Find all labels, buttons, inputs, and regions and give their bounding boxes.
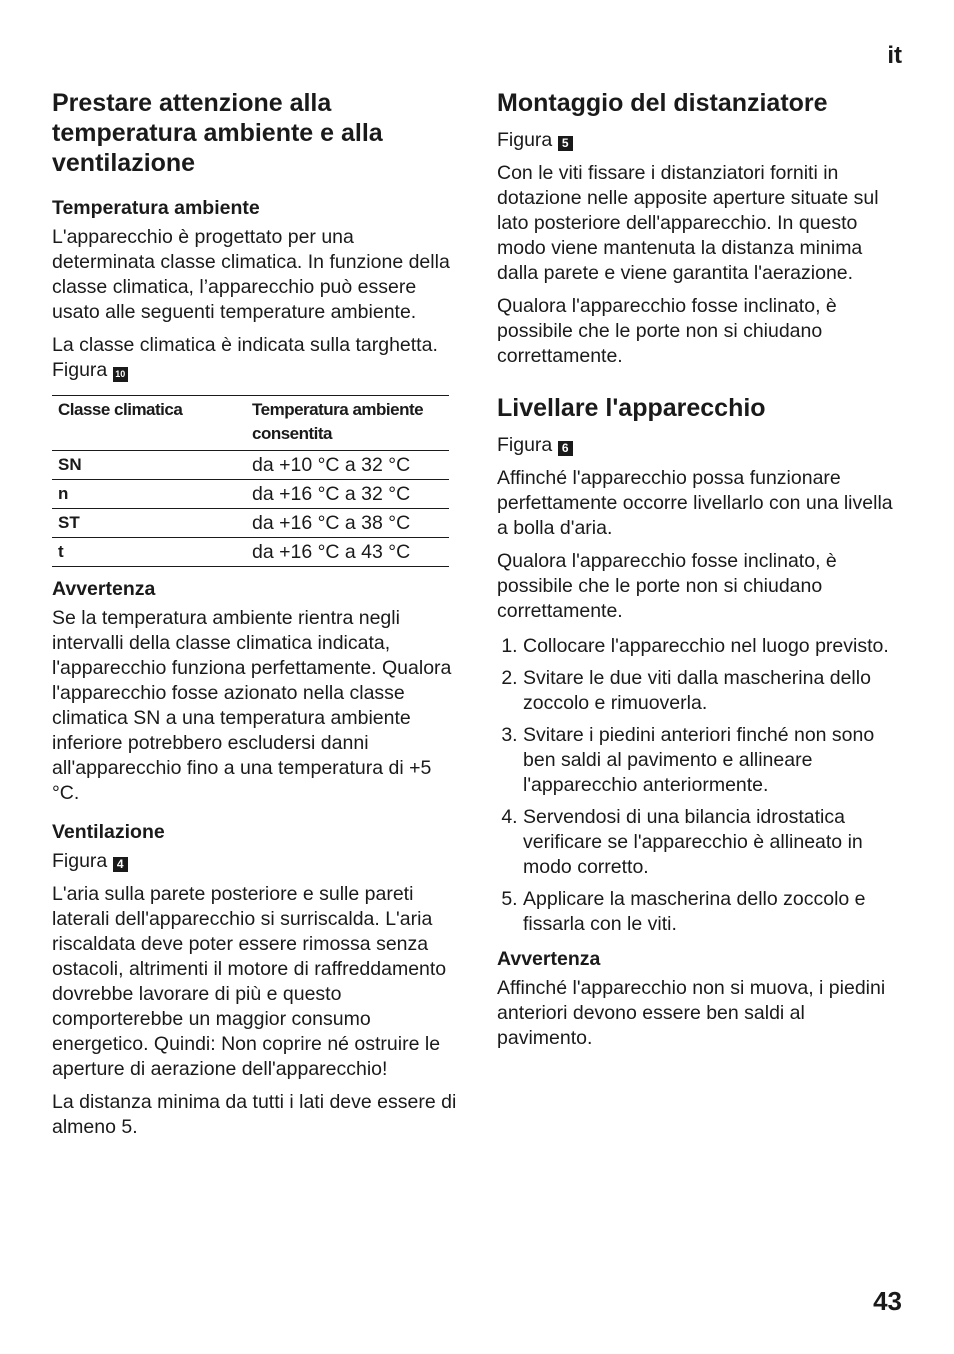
list-item: 1. Collocare l'apparecchio nel luogo previsto. [523, 634, 902, 659]
temperature-range-cell: da +16 °C a 32 °C [246, 480, 449, 509]
figure-label: Figura [52, 850, 108, 872]
climate-class-paragraph [52, 333, 457, 383]
climate-class-table [52, 395, 449, 567]
climate-class-cell: n [52, 480, 246, 509]
right-column [497, 88, 902, 1059]
ventilation-figure-ref [52, 849, 457, 874]
table-row [52, 538, 449, 567]
table-row [52, 480, 449, 509]
page-number: 43 [873, 1286, 902, 1316]
list-item: 4. Servendosi di una bilancia idrostatica verificare se l'apparecchio è allineato in modo corretto. [523, 805, 902, 880]
figure-label: Figura [497, 129, 553, 151]
figure-badge-4: 4 [113, 857, 128, 872]
list-item: 5. Applicare la mascherina dello zoccolo e fissarla con le viti. [523, 887, 902, 937]
figure-badge-6: 6 [558, 441, 573, 456]
figure-label: Figura [497, 434, 553, 456]
leveling-paragraph: Affinché l'apparecchio possa funzionare perfettamente occorre livellarlo con una livella a bolla d'aria. [497, 467, 893, 539]
table-header-class: Classe climatica [52, 396, 246, 451]
section-title-leveling: Livellare l'apparecchio [497, 394, 766, 422]
climate-class-cell: SN [52, 451, 246, 480]
table-header-temperature: Temperatura ambiente consentita [246, 396, 449, 451]
ambient-temperature-paragraph: L'apparecchio è progettato per una determinata classe climatica. In funzione della classe climatica, l’apparecchio può essere usato alle seguenti temperature ambiente. [52, 226, 450, 323]
warning-paragraph: Se la temperatura ambiente rientra negli intervalli della classe climatica indicata, l'apparecchio funziona perfettamente. Qualora l'apparecchio fosse azionato nella classe climatica SN a una temperatura ambiente inferiore potrebbero escludersi danni all'apparecchio fino a una temperatura di +5 °C. [52, 607, 452, 804]
table-row [52, 451, 449, 480]
table-row [52, 509, 449, 538]
leveling-tilt-paragraph: Qualora l'apparecchio fosse inclinato, è possibile che le porte non si chiudano correttamente. [497, 550, 837, 622]
temperature-range-cell: da +10 °C a 32 °C [246, 451, 449, 480]
section-title-spacer-mounting: Montaggio del distanziatore [497, 89, 828, 117]
list-item: 2. Svitare le due viti dalla mascherina dello zoccolo e rimuoverla. [523, 666, 902, 716]
warning-paragraph: Affinché l'apparecchio non si muova, i piedini anteriori devono essere ben saldi al pavimento. [497, 977, 886, 1049]
mounting-paragraph: Con le viti fissare i distanziatori forniti in dotazione nelle apposite aperture situate sul lato posteriore dell'apparecchio. In questo modo viene mantenuta la distanza minima dalla parete e viene garantita l'aerazione. [497, 162, 879, 284]
section-title-temperature-ventilation: Prestare attenzione alla temperatura ambiente e alla ventilazione [52, 89, 383, 177]
mounting-figure-ref [497, 128, 902, 153]
leveling-steps [497, 634, 902, 937]
leveling-figure-ref [497, 433, 902, 458]
figure-badge-10: 10 [113, 367, 128, 382]
ventilation-paragraph: L'aria sulla parete posteriore e sulle pareti laterali dell'apparecchio si surriscalda. L'aria riscaldata deve poter essere rimossa senza ostacoli, altrimenti il motore di raffreddamento dovrebbe lavorare di più e questo comporterebbe un maggior consumo energetico. Quindi: Non coprire né ostruire le aperture di aerazione dell'apparecchio! [52, 883, 447, 1080]
mounting-tilt-paragraph: Qualora l'apparecchio fosse inclinato, è possibile che le porte non si chiudano correttamente. [497, 295, 837, 367]
climate-class-cell: ST [52, 509, 246, 538]
minimum-distance-paragraph: La distanza minima da tutti i lati deve essere di almeno 5. [52, 1091, 457, 1138]
language-code: it [887, 42, 902, 69]
list-item: 3. Svitare i piedini anteriori finché non sono ben saldi al pavimento e allineare l'apparecchio anteriormente. [523, 723, 902, 798]
climate-class-cell: t [52, 538, 246, 567]
warning-heading: Avvertenza [497, 948, 601, 970]
climate-class-text: La classe climatica è indicata sulla targhetta. Figura [52, 334, 438, 381]
warning-heading: Avvertenza [52, 578, 156, 600]
ventilation-heading: Ventilazione [52, 821, 165, 843]
temperature-range-cell: da +16 °C a 38 °C [246, 509, 449, 538]
left-column [52, 88, 457, 1148]
temperature-range-cell: da +16 °C a 43 °C [246, 538, 449, 567]
ambient-temperature-heading: Temperatura ambiente [52, 197, 260, 219]
figure-badge-5: 5 [558, 136, 573, 151]
